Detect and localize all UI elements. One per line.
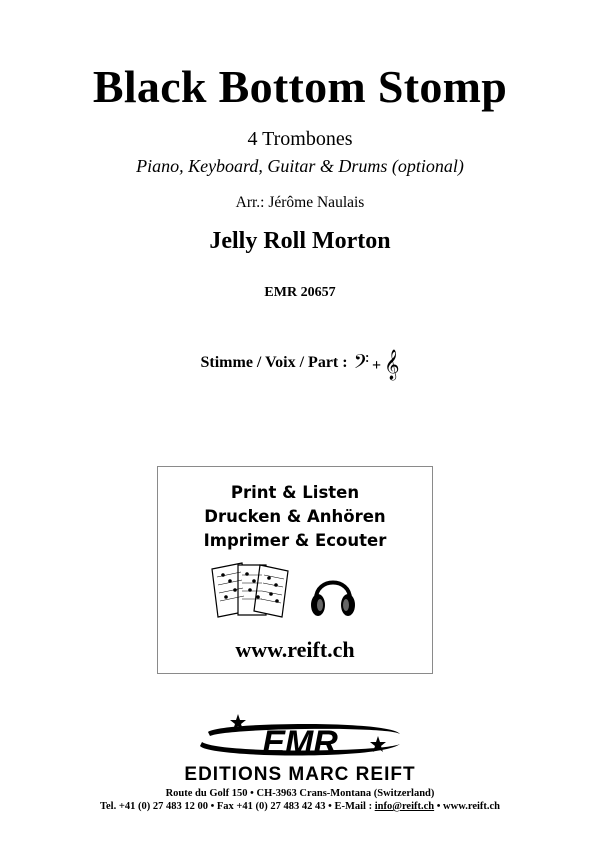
- print-listen-box: [157, 466, 433, 674]
- part-plus: +: [372, 357, 382, 374]
- sheet-music-icon: [208, 559, 294, 619]
- contact-web: • www.reift.ch: [434, 801, 501, 812]
- emr-logo: [150, 712, 450, 792]
- bass-clef-icon: 𝄢: [353, 350, 370, 378]
- promo-line-imprimer: Imprimer & Ecouter: [203, 531, 387, 550]
- headphones-icon: [308, 567, 358, 619]
- logo-publisher-name: EDITIONS MARC REIFT: [184, 764, 416, 785]
- treble-clef-icon: 𝄞: [384, 349, 400, 380]
- part-label: Stimme / Voix / Part :: [200, 354, 348, 371]
- contact-phone-fax: Tel. +41 (0) 27 483 12 00 • Fax +41 (0) 27 483 42 43 • E-Mail :: [99, 801, 375, 812]
- publisher-address: Route du Golf 150 • CH-3963 Crans-Montana (Switzerland): [165, 788, 435, 799]
- promo-url[interactable]: www.reift.ch: [235, 637, 355, 662]
- composer: Jelly Roll Morton: [209, 228, 391, 254]
- catalog-number: EMR 20657: [264, 285, 336, 300]
- part-line: [0, 348, 600, 378]
- promo-line-drucken: Drucken & Anhören: [204, 507, 386, 526]
- logo-emr-text: EMR: [262, 724, 338, 762]
- promo-line-print-listen: Print & Listen: [230, 483, 360, 502]
- optional-instruments: Piano, Keyboard, Guitar & Drums (optional): [136, 156, 464, 176]
- instrumentation: 4 Trombones: [247, 128, 353, 150]
- email-link[interactable]: info@reift.ch: [374, 801, 435, 812]
- arranger: Arr.: Jérôme Naulais: [235, 194, 365, 211]
- title: Black Bottom Stomp: [92, 61, 508, 112]
- publisher-contact: [0, 801, 600, 812]
